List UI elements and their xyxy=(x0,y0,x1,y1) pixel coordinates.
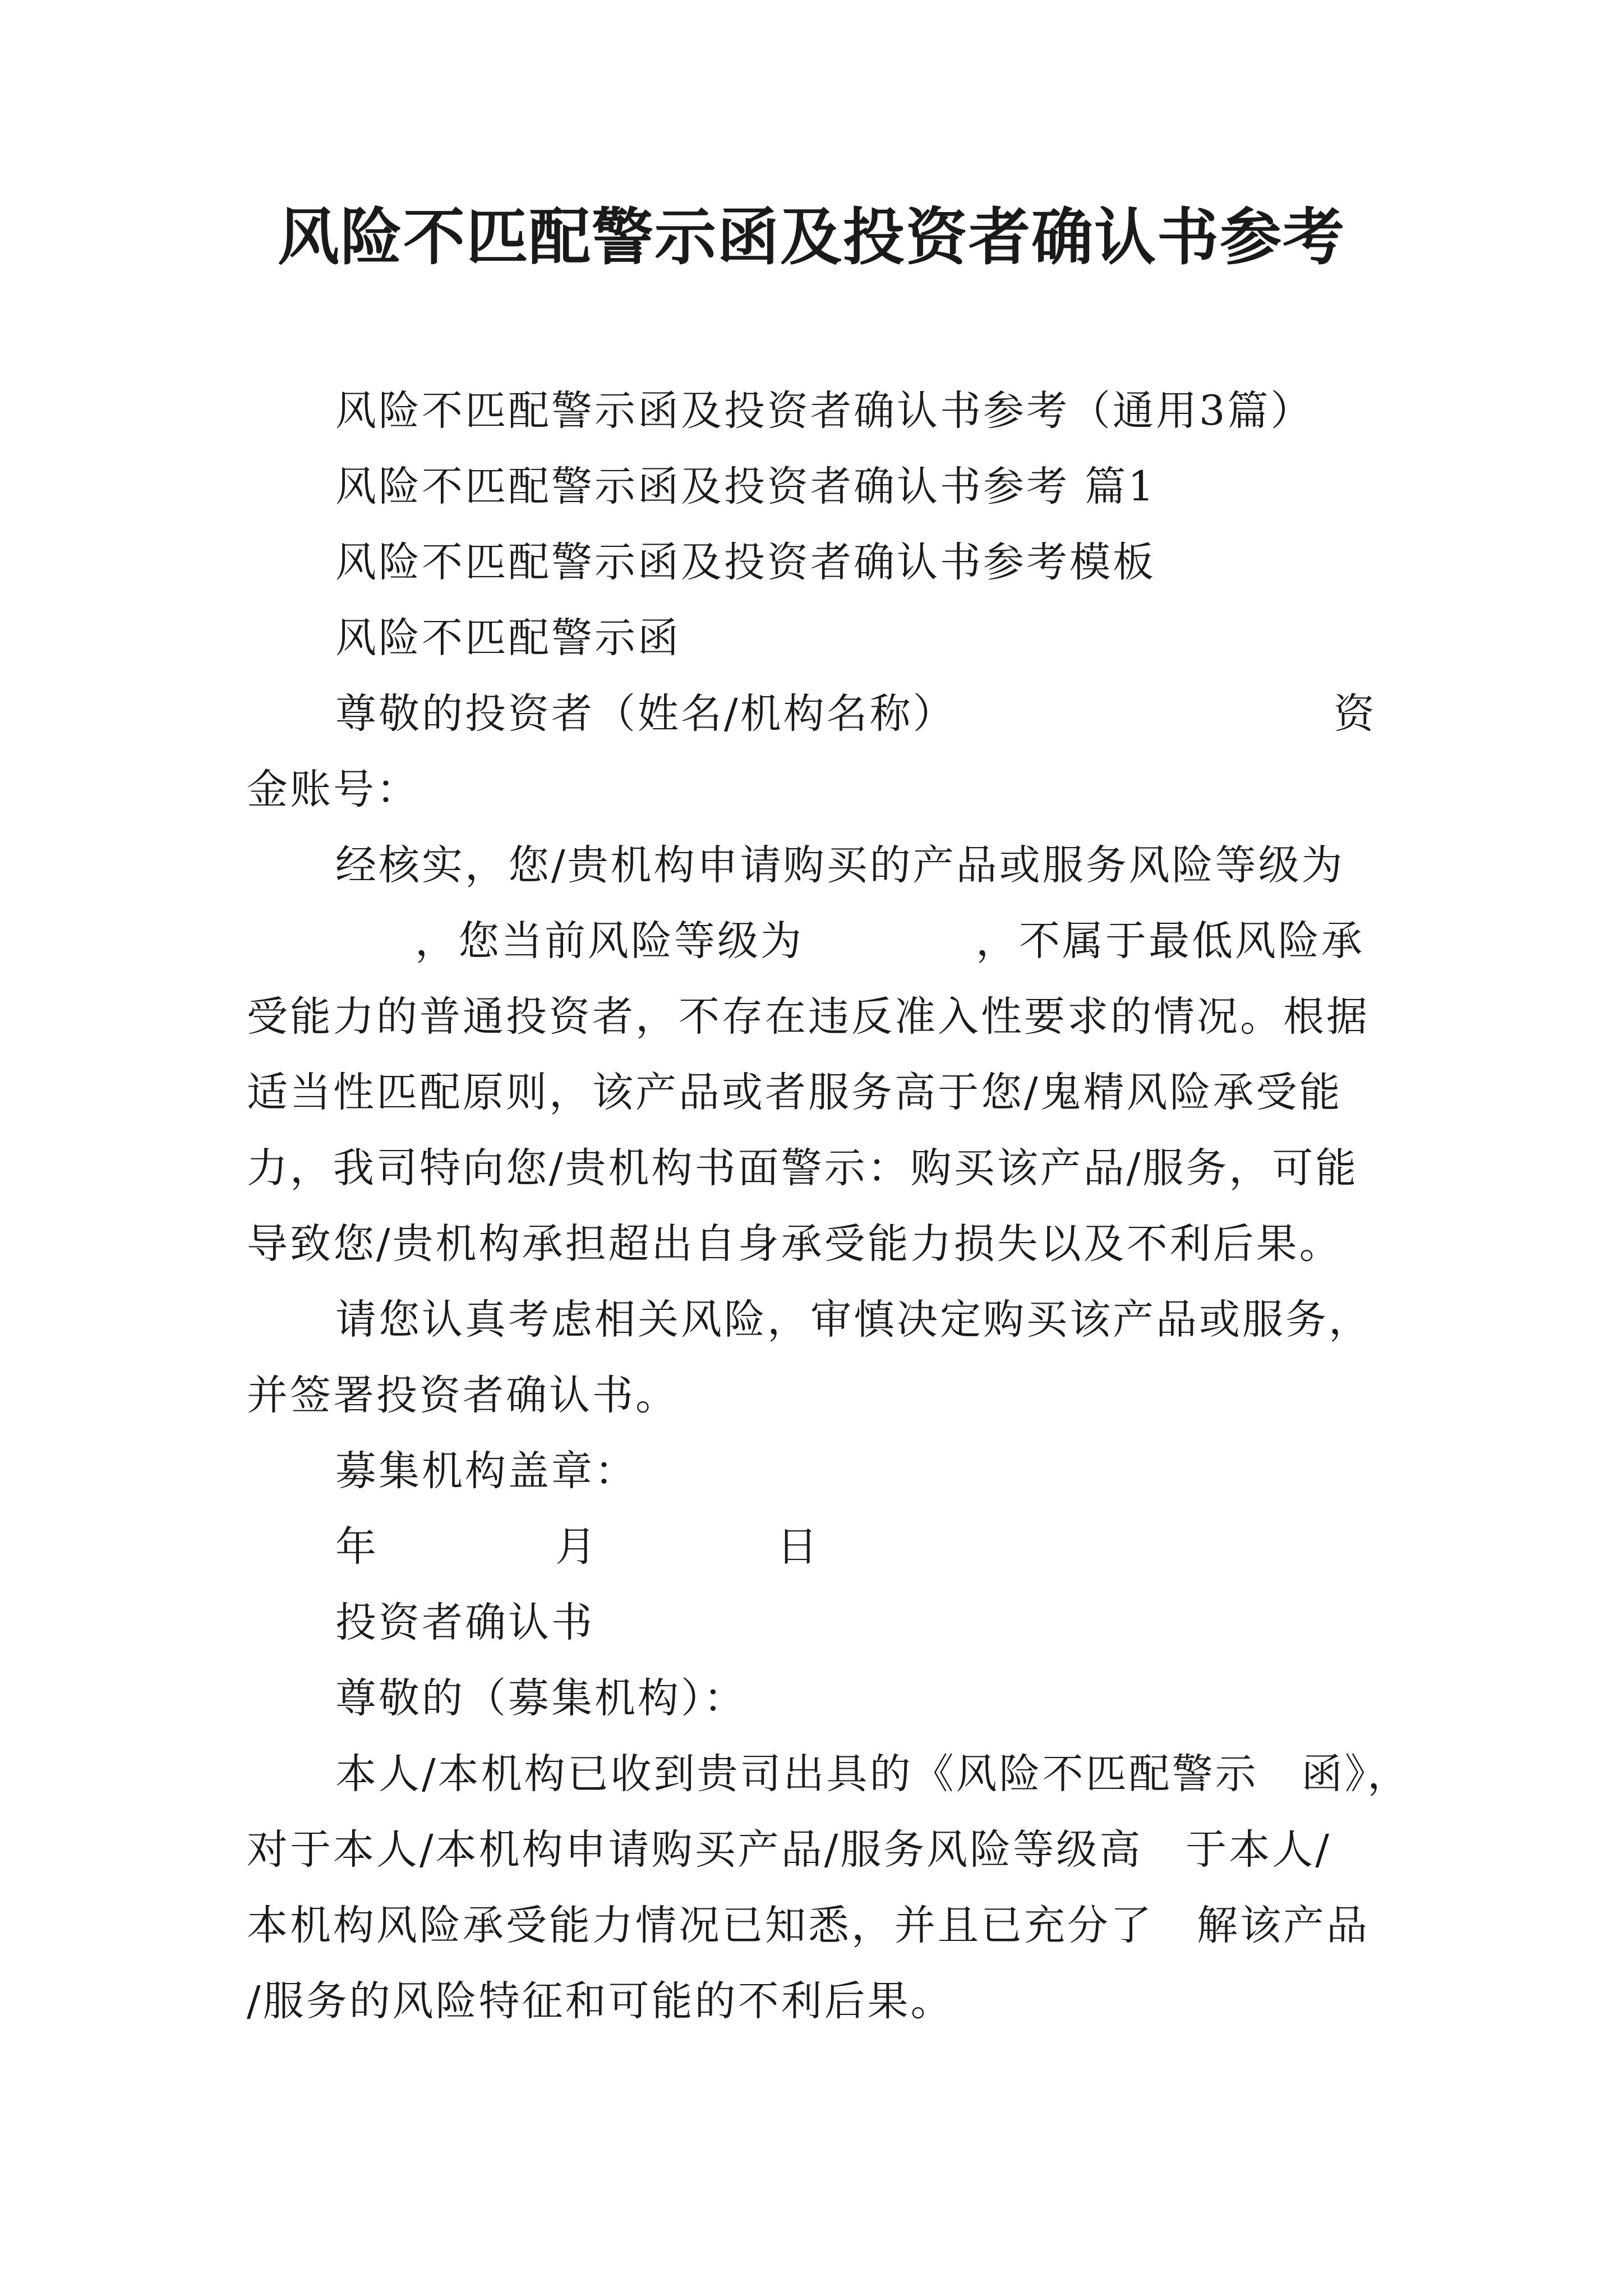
document-title: 风险不匹配警示函及投资者确认书参考 xyxy=(278,201,1345,273)
para1-line-1: 经核实，您/贵机构申请购买的产品或服务风险等级为 xyxy=(335,841,1345,889)
para1-line-5: 力，我司特向您/贵机构书面警示：购买该产品/服务，可能 xyxy=(247,1144,1359,1192)
salutation-right-char: 资 xyxy=(1334,690,1375,738)
para1-line-2b: ，不属于最低风险承 xyxy=(976,917,1364,965)
salutation-text: 尊敬的投资者（姓名/机构名称） xyxy=(335,690,956,738)
confirmation-heading: 投资者确认书 xyxy=(335,1599,594,1646)
para1-line-3: 受能力的普通投资者，不存在违反准入性要求的情况。根据 xyxy=(247,993,1370,1041)
intro-line-1: 风险不匹配警示函及投资者确认书参考（通用3篇） xyxy=(335,387,1314,435)
stamp-label: 募集机构盖章： xyxy=(335,1447,638,1495)
confirmation-line-3: 本机构风险承受能力情况已知悉，并且已充分了 解该产品 xyxy=(247,1902,1370,1949)
para2-line-1: 请您认真考虑相关风险，审慎决定购买该产品或服务， xyxy=(335,1296,1372,1343)
para1-line-4: 适当性匹配原则，该产品或者服务高于您/鬼精风险承受能 xyxy=(247,1069,1343,1116)
confirmation-line-1: 本人/本机构已收到贵司出具的《风险不匹配警示 函》， xyxy=(335,1750,1411,1798)
date-month: 月 xyxy=(555,1523,598,1571)
date-year: 年 xyxy=(335,1523,379,1571)
warning-letter-heading: 风险不匹配警示函 xyxy=(335,614,681,662)
salutation-continuation: 金账号： xyxy=(247,766,419,813)
confirmation-salutation: 尊敬的（募集机构）： xyxy=(335,1674,747,1722)
para1-line-6: 导致您/贵机构承担超出自身承受能力损失以及不利后果。 xyxy=(247,1220,1343,1268)
confirmation-line-2: 对于本人/本机构申请购买产品/服务风险等级高 于本人/ xyxy=(247,1826,1331,1874)
intro-line-2: 风险不匹配警示函及投资者确认书参考 篇1 xyxy=(335,463,1156,510)
date-day: 日 xyxy=(777,1523,820,1571)
para1-line-2a: ，您当前风险等级为 xyxy=(415,917,804,965)
para2-line-2: 并签署投资者确认书。 xyxy=(247,1372,679,1419)
confirmation-line-4: /服务的风险特征和可能的不利后果。 xyxy=(247,1977,954,2025)
intro-line-3: 风险不匹配警示函及投资者确认书参考模板 xyxy=(335,539,1156,586)
